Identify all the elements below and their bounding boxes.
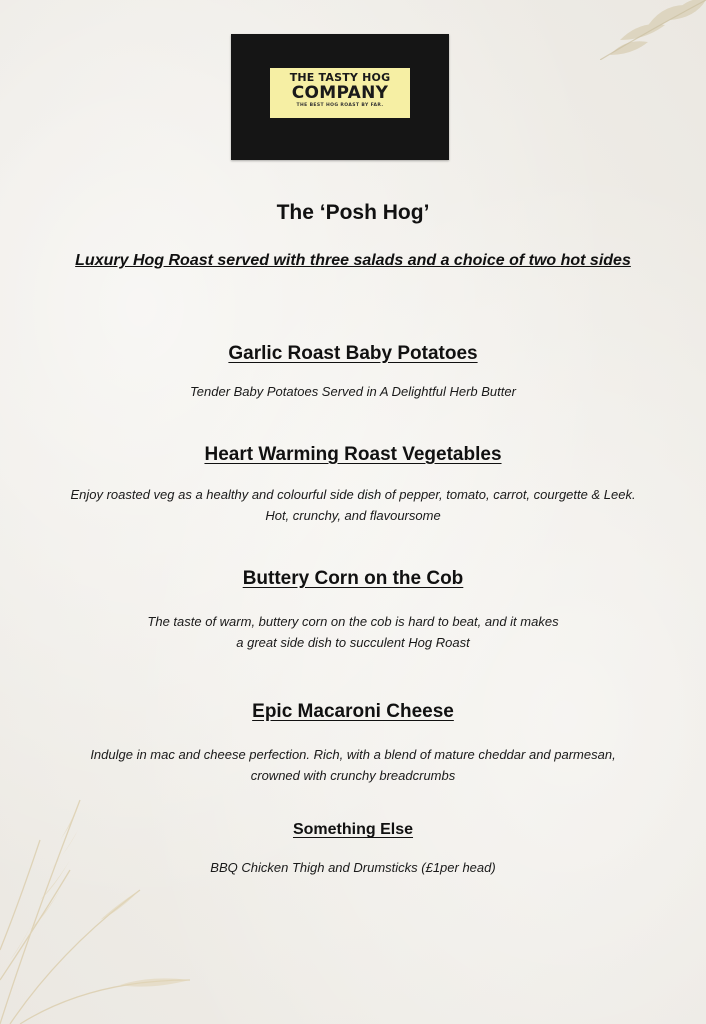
- desc-line: crowned with crunchy breadcrumbs: [250, 768, 456, 783]
- logo-tagline: THE BEST HOG ROAST BY FAR.: [296, 103, 384, 108]
- section-heading-corn: Buttery Corn on the Cob: [242, 568, 464, 589]
- desc-line: Hot, crunchy, and flavoursome: [265, 508, 441, 523]
- section-heading-macaroni: Epic Macaroni Cheese: [252, 701, 454, 722]
- menu-title: The ‘Posh Hog’: [276, 201, 430, 224]
- section-desc-corn: [0, 611, 706, 653]
- logo-line-2: COMPANY: [291, 83, 389, 103]
- desc-line: Tender Baby Potatoes Served in A Delightful Herb Butter: [190, 384, 516, 399]
- leaf-decoration-bottom-left: [0, 780, 200, 1024]
- desc-line: Indulge in mac and cheese perfection. Rich, with a blend of mature cheddar and parmesan,: [90, 747, 616, 762]
- logo-badge: [270, 68, 410, 118]
- desc-line: Enjoy roasted veg as a healthy and colourful side dish of pepper, tomato, carrot, courgette & Leek.: [70, 487, 636, 502]
- company-logo: [231, 34, 449, 160]
- desc-line: BBQ Chicken Thigh and Drumsticks (£1per head): [210, 860, 496, 875]
- section-desc-something-else: [0, 857, 706, 878]
- section-heading-vegetables: Heart Warming Roast Vegetables: [204, 444, 502, 465]
- section-heading-potatoes: Garlic Roast Baby Potatoes: [228, 343, 478, 364]
- section-heading-something-else: Something Else: [292, 821, 414, 838]
- desc-line: The taste of warm, buttery corn on the cob is hard to beat, and it makes: [147, 614, 559, 629]
- section-desc-vegetables: [0, 484, 706, 526]
- desc-line: a great side dish to succulent Hog Roast: [236, 635, 470, 650]
- leaf-decoration-top-right: [600, 0, 706, 60]
- logo-line-1: THE TASTY HOG: [289, 71, 391, 84]
- section-desc-macaroni: [0, 744, 706, 786]
- section-desc-potatoes: [0, 381, 706, 402]
- menu-subtitle: Luxury Hog Roast served with three salads and a choice of two hot sides: [75, 252, 631, 269]
